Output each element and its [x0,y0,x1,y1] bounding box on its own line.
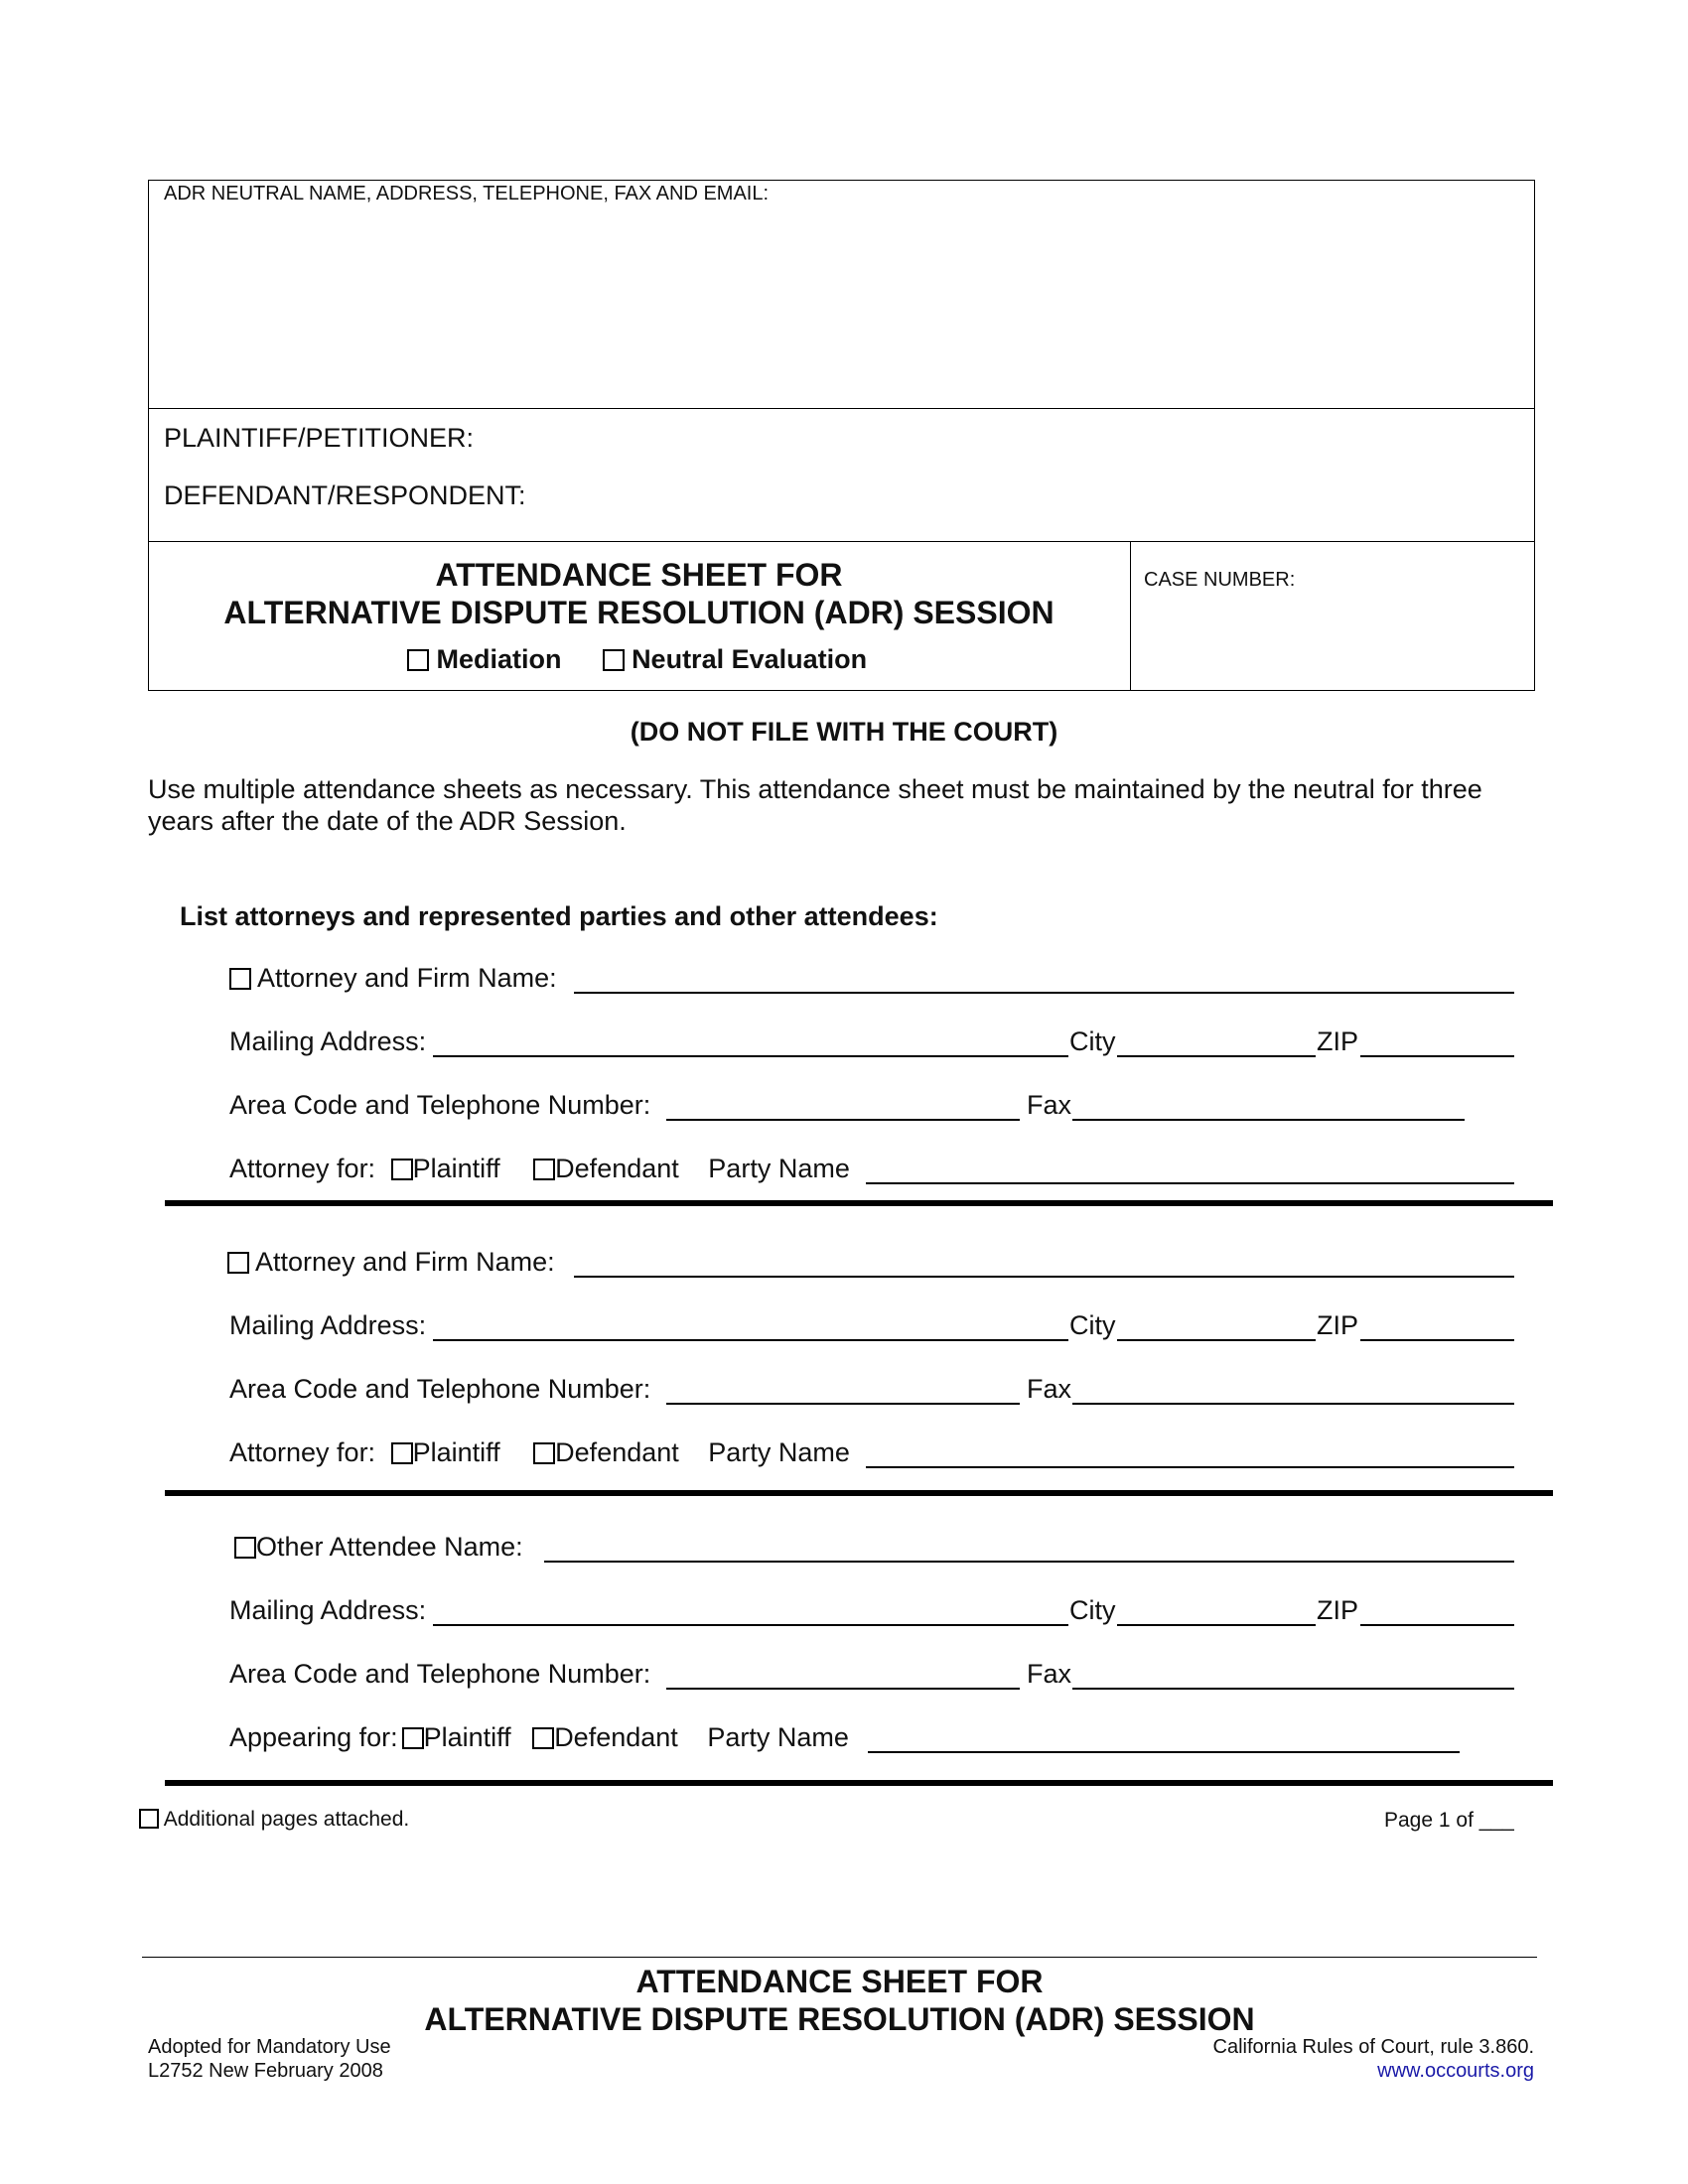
party-name-label: Party Name [707,1722,849,1752]
mailing-address-field[interactable] [433,1055,1068,1057]
mailing-address-field[interactable] [433,1339,1068,1341]
defendant-label: Defendant [555,1154,679,1183]
city-field[interactable] [1117,1339,1316,1341]
mailing-label: Mailing Address: [229,1026,427,1056]
city-field[interactable] [1117,1055,1316,1057]
attendee-checkbox[interactable] [229,968,251,990]
footer-title [142,1963,1537,2038]
form-title-line1: ATTENDANCE SHEET FOR [435,557,843,593]
fax-label: Fax [1027,1374,1072,1404]
mailing-label: Mailing Address: [229,1595,427,1625]
party-name-label: Party Name [708,1154,850,1183]
footer-title-line1: ATTENDANCE SHEET FOR [635,1964,1044,1999]
case-number-divider [1130,541,1131,691]
additional-pages-checkbox[interactable] [139,1809,159,1829]
city-field[interactable] [1117,1624,1316,1626]
plaintiff-label: Plaintiff [412,1437,500,1467]
name-row [229,963,557,994]
role-label: Appearing for: [229,1722,398,1752]
case-number-field[interactable] [1142,601,1519,680]
block-separator-3 [165,1780,1553,1786]
block-separator-2 [165,1490,1553,1496]
plaintiff-label: PLAINTIFF/PETITIONER: [164,423,475,453]
defendant-checkbox[interactable] [532,1727,554,1749]
session-type-options [407,644,867,675]
plaintiff-checkbox[interactable] [391,1159,413,1180]
defendant-label: Defendant [555,1437,679,1467]
plaintiff-checkbox[interactable] [391,1442,413,1464]
footer-website-link[interactable]: www.occourts.org [1377,2060,1534,2082]
name-label: Attorney and Firm Name: [257,963,557,993]
footer-adopted: Adopted for Mandatory Use [148,2036,391,2058]
role-row [229,1154,850,1184]
neutral-info-field[interactable] [159,213,1519,397]
footer-form-id: L2752 New February 2008 [148,2060,383,2082]
block-separator-1 [165,1200,1553,1206]
role-row [229,1437,850,1468]
defendant-checkbox[interactable] [533,1442,555,1464]
defendant-label: Defendant [554,1722,678,1752]
zip-field[interactable] [1360,1055,1514,1057]
defendant-label: DEFENDANT/RESPONDENT: [164,480,526,510]
footer-rule [142,1957,1537,1958]
list-heading: List attorneys and represented parties and other attendees: [180,901,938,931]
additional-pages-label: Additional pages attached. [163,1808,410,1831]
phone-label: Area Code and Telephone Number: [229,1374,651,1404]
attendee-checkbox[interactable] [234,1537,256,1559]
fax-field[interactable] [1072,1119,1465,1121]
mediation-label: Mediation [436,644,562,674]
fax-label: Fax [1027,1090,1072,1120]
role-label: Attorney for: [229,1437,376,1467]
attendee-checkbox[interactable] [227,1252,249,1274]
footer-title-line2: ALTERNATIVE DISPUTE RESOLUTION (ADR) SESSION [424,2001,1255,2037]
name-label: Attorney and Firm Name: [255,1247,555,1277]
mailing-label: Mailing Address: [229,1310,427,1340]
additional-pages-row [139,1808,409,1832]
zip-field[interactable] [1360,1624,1514,1626]
role-row [229,1722,849,1753]
phone-label: Area Code and Telephone Number: [229,1090,651,1120]
zip-field[interactable] [1360,1339,1514,1341]
plaintiff-label: Plaintiff [423,1722,511,1752]
city-label: City [1069,1595,1116,1625]
phone-field[interactable] [666,1119,1020,1121]
fax-field[interactable] [1072,1688,1514,1690]
mediation-checkbox[interactable] [407,649,429,671]
name-label: Other Attendee Name: [256,1532,523,1562]
case-number-label: CASE NUMBER: [1144,569,1296,591]
name-field[interactable] [574,992,1514,994]
neutral-evaluation-checkbox[interactable] [603,649,625,671]
form-title-line2: ALTERNATIVE DISPUTE RESOLUTION (ADR) SESSION [223,595,1055,630]
plaintiff-label: Plaintiff [412,1154,500,1183]
phone-field[interactable] [666,1688,1020,1690]
header-divider-1 [148,408,1535,409]
header-divider-2 [148,541,1535,542]
page-count: Page 1 of ___ [1384,1809,1514,1832]
party-name-label: Party Name [708,1437,850,1467]
form-title [148,556,1130,631]
name-row [234,1532,523,1563]
city-label: City [1069,1026,1116,1056]
do-not-file-notice: (DO NOT FILE WITH THE COURT) [630,717,1058,747]
name-field[interactable] [574,1276,1514,1278]
zip-label: ZIP [1317,1026,1359,1056]
fax-field[interactable] [1072,1403,1514,1405]
party-name-field[interactable] [866,1466,1514,1468]
name-field[interactable] [544,1561,1514,1563]
defendant-checkbox[interactable] [533,1159,555,1180]
neutral-evaluation-label: Neutral Evaluation [632,644,868,674]
phone-label: Area Code and Telephone Number: [229,1659,651,1689]
neutral-label: ADR NEUTRAL NAME, ADDRESS, TELEPHONE, FAX AND EMAIL: [164,183,770,205]
party-name-field[interactable] [868,1751,1460,1753]
party-name-field[interactable] [866,1182,1514,1184]
instructions-line1: Use multiple attendance sheets as necessary. This attendance sheet must be maintained by the neutral for three [148,774,1482,804]
zip-label: ZIP [1317,1310,1359,1340]
plaintiff-checkbox[interactable] [402,1727,424,1749]
mailing-address-field[interactable] [433,1624,1068,1626]
fax-label: Fax [1027,1659,1072,1689]
role-label: Attorney for: [229,1154,376,1183]
instructions-line2: years after the date of the ADR Session. [148,806,627,836]
phone-field[interactable] [666,1403,1020,1405]
city-label: City [1069,1310,1116,1340]
name-row [227,1247,555,1278]
footer-rule-citation: California Rules of Court, rule 3.860. [1212,2036,1534,2058]
zip-label: ZIP [1317,1595,1359,1625]
